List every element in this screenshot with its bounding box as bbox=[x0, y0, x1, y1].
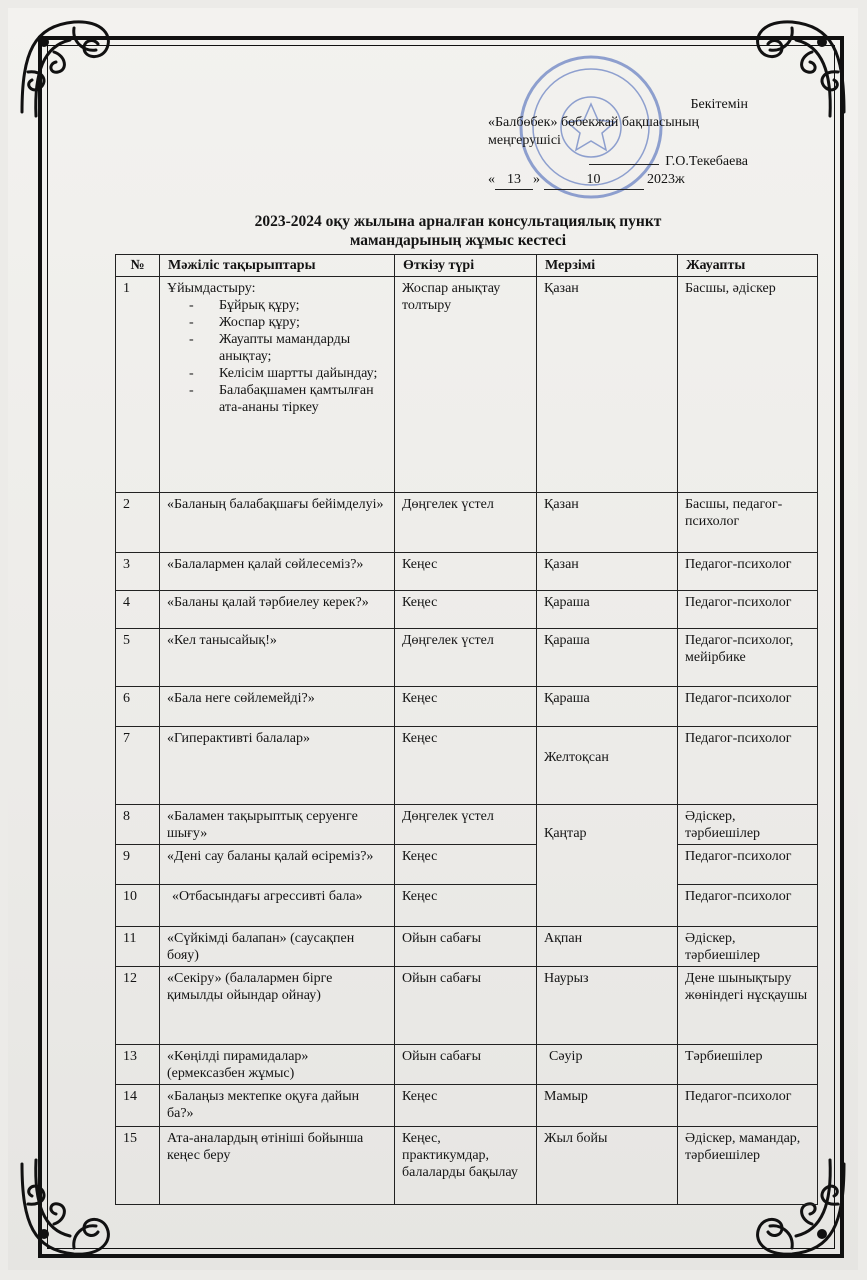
table-row bbox=[116, 927, 818, 967]
table-row bbox=[116, 629, 818, 687]
list-item: - Балабақшамен қамтылған ата-ананы тіркеу bbox=[189, 382, 388, 416]
row-responsible: Басшы, педагог-психолог bbox=[678, 493, 818, 553]
row-form: Дөңгелек үстел bbox=[395, 805, 537, 845]
row-term: Мамыр bbox=[537, 1085, 678, 1127]
row-number: 15 bbox=[116, 1127, 160, 1205]
row-responsible: Педагог-психолог bbox=[678, 553, 818, 591]
row-topic: «Дені сау баланы қалай өсіреміз?» bbox=[160, 845, 395, 885]
row-number: 11 bbox=[116, 927, 160, 967]
row-number: 4 bbox=[116, 591, 160, 629]
row-topic: «Көңілді пирамидалар» (ермексазбен жұмыс) bbox=[160, 1045, 395, 1085]
task-list bbox=[167, 297, 388, 416]
row-topic: «Балаңыз мектепке оқуға дайын ба?» bbox=[160, 1085, 395, 1127]
table-header-row bbox=[116, 255, 818, 277]
row-term: Қазан bbox=[537, 493, 678, 553]
table-row bbox=[116, 493, 818, 553]
schedule-table bbox=[115, 254, 818, 1205]
row-responsible: Әдіскер, тәрбиешілер bbox=[678, 927, 818, 967]
row-term: Қараша bbox=[537, 591, 678, 629]
document-paper bbox=[8, 8, 858, 1270]
row-number: 12 bbox=[116, 967, 160, 1045]
approval-heading: Бекітемін bbox=[690, 97, 748, 112]
row-term: Қараша bbox=[537, 629, 678, 687]
row-form: Кеңес bbox=[395, 845, 537, 885]
date-month: 10 bbox=[544, 171, 644, 190]
row-form: Дөңгелек үстел bbox=[395, 629, 537, 687]
table-row bbox=[116, 845, 818, 885]
row-number: 13 bbox=[116, 1045, 160, 1085]
title-line-1: 2023-2024 оқу жылына арналған консультациялық пункт bbox=[254, 213, 662, 230]
table-row bbox=[116, 885, 818, 927]
row-topic: «Секіру» (балалармен бірге қимылды ойындар ойнау) bbox=[160, 967, 395, 1045]
row-topic: Ата-аналардың өтініші бойынша кеңес беру bbox=[160, 1127, 395, 1205]
table-row bbox=[116, 687, 818, 727]
corner-ornament-icon bbox=[14, 1154, 124, 1264]
row-topic: «Бала неге сөйлемейді?» bbox=[160, 687, 395, 727]
approval-block bbox=[488, 96, 748, 190]
row-term: Қазан bbox=[537, 553, 678, 591]
row-form: Жоспар анықтау толтыру bbox=[395, 277, 537, 493]
table-row bbox=[116, 277, 818, 493]
row-responsible: Тәрбиешілер bbox=[678, 1045, 818, 1085]
row-responsible: Әдіскер, мамандар, тәрбиешілер bbox=[678, 1127, 818, 1205]
row-term: Ақпан bbox=[537, 927, 678, 967]
row-responsible: Педагог-психолог, мейірбике bbox=[678, 629, 818, 687]
approval-org-line: «Балбөбек» бөбекжай бақшасының bbox=[488, 115, 700, 130]
row-number: 1 bbox=[116, 277, 160, 493]
title-line-2: мамандарының жұмыс кестесі bbox=[349, 232, 567, 249]
document-title bbox=[168, 212, 748, 250]
row-topic: «Отбасындағы агрессивті бала» bbox=[160, 885, 395, 927]
col-header-term: Мерзімі bbox=[537, 255, 678, 277]
row-form: Ойын сабағы bbox=[395, 967, 537, 1045]
row-responsible: Әдіскер, тәрбиешілер bbox=[678, 805, 818, 845]
table-row bbox=[116, 805, 818, 845]
row-form: Кеңес bbox=[395, 591, 537, 629]
list-item: - Жауапты мамандарды анықтау; bbox=[189, 331, 388, 365]
row-number: 8 bbox=[116, 805, 160, 845]
corner-ornament-icon bbox=[14, 12, 124, 122]
table-row bbox=[116, 1127, 818, 1205]
approval-signer bbox=[488, 150, 748, 171]
col-header-topic: Мәжіліс тақырыптары bbox=[160, 255, 395, 277]
list-item: - Келісім шартты дайындау; bbox=[189, 365, 388, 382]
row-responsible: Педагог-психолог bbox=[678, 845, 818, 885]
row-term: Қараша bbox=[537, 687, 678, 727]
row-term: Қаңтар bbox=[537, 805, 678, 927]
date-quote-close: » bbox=[533, 172, 540, 187]
row-responsible: Дене шынықтыру жөніндегі нұсқаушы bbox=[678, 967, 818, 1045]
row-number: 3 bbox=[116, 553, 160, 591]
row-responsible: Басшы, әдіскер bbox=[678, 277, 818, 493]
row-form: Кеңес bbox=[395, 1085, 537, 1127]
row-number: 7 bbox=[116, 727, 160, 805]
row-form: Дөңгелек үстел bbox=[395, 493, 537, 553]
row-number: 6 bbox=[116, 687, 160, 727]
list-item: - Жоспар құру; bbox=[189, 314, 388, 331]
table-row bbox=[116, 1045, 818, 1085]
signer-name: Г.О.Текебаева bbox=[665, 154, 748, 169]
corner-ornament-icon bbox=[742, 12, 852, 122]
row-form: Кеңес bbox=[395, 553, 537, 591]
row-form: Кеңес, практикумдар, балаларды бақылау bbox=[395, 1127, 537, 1205]
col-header-form: Өткізу түрі bbox=[395, 255, 537, 277]
row-topic: «Гиперактивті балалар» bbox=[160, 727, 395, 805]
row-topic: «Сүйкімді балапан» (саусақпен бояу) bbox=[160, 927, 395, 967]
approval-date bbox=[488, 171, 748, 190]
row-topic: «Баламен тақырыптық серуенге шығу» bbox=[160, 805, 395, 845]
approval-position: меңгерушісі bbox=[488, 133, 561, 148]
row-topic-text: Ұйымдастыру: bbox=[167, 281, 256, 296]
table-row bbox=[116, 553, 818, 591]
row-term: Жыл бойы bbox=[537, 1127, 678, 1205]
row-form: Кеңес bbox=[395, 727, 537, 805]
row-responsible: Педагог-психолог bbox=[678, 885, 818, 927]
date-quote-open: « bbox=[488, 172, 495, 187]
signature-icon bbox=[589, 150, 659, 165]
row-responsible: Педагог-психолог bbox=[678, 591, 818, 629]
row-number: 2 bbox=[116, 493, 160, 553]
row-number: 9 bbox=[116, 845, 160, 885]
row-topic: «Баланы қалай тәрбиелеу керек?» bbox=[160, 591, 395, 629]
row-form: Кеңес bbox=[395, 885, 537, 927]
row-topic bbox=[160, 277, 395, 493]
table-row bbox=[116, 967, 818, 1045]
row-term: Сәуір bbox=[537, 1045, 678, 1085]
row-responsible: Педагог-психолог bbox=[678, 1085, 818, 1127]
row-responsible: Педагог-психолог bbox=[678, 687, 818, 727]
row-term: Наурыз bbox=[537, 967, 678, 1045]
row-form: Ойын сабағы bbox=[395, 1045, 537, 1085]
row-form: Ойын сабағы bbox=[395, 927, 537, 967]
col-header-responsible: Жауапты bbox=[678, 255, 818, 277]
date-day: 13 bbox=[495, 171, 533, 190]
row-number: 5 bbox=[116, 629, 160, 687]
row-term: Желтоқсан bbox=[537, 727, 678, 805]
row-number: 14 bbox=[116, 1085, 160, 1127]
table-row bbox=[116, 1085, 818, 1127]
row-term: Қазан bbox=[537, 277, 678, 493]
row-topic: «Балалармен қалай сөйлесеміз?» bbox=[160, 553, 395, 591]
row-topic: «Кел танысайық!» bbox=[160, 629, 395, 687]
table-row bbox=[116, 727, 818, 805]
date-year: 2023ж bbox=[647, 172, 685, 187]
col-header-number: № bbox=[116, 255, 160, 277]
table-row bbox=[116, 591, 818, 629]
row-form: Кеңес bbox=[395, 687, 537, 727]
row-topic: «Баланың балабақшағы бейімделуі» bbox=[160, 493, 395, 553]
list-item: - Бұйрық құру; bbox=[189, 297, 388, 314]
row-responsible: Педагог-психолог bbox=[678, 727, 818, 805]
row-number: 10 bbox=[116, 885, 160, 927]
